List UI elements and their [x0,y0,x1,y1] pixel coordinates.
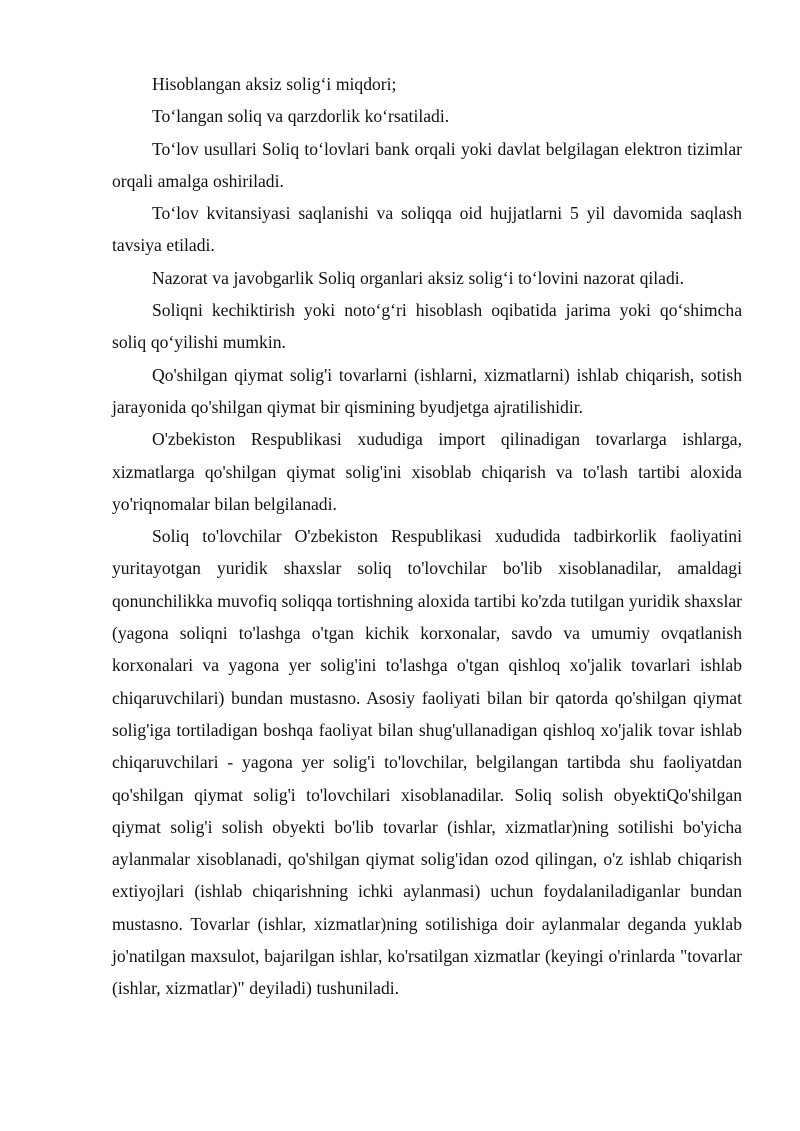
paragraph-taxpayers: Soliq to'lovchilar O'zbekiston Respublikasi xududida tadbirkorlik faoliyatini yuritayotgan yuridik shaxslar soliq to'lovchilar bo'lib xisoblanadilar, amaldagi qonunchilikka muvofiq soliqqa tortishning aloxida tartibi ko'zda tutilgan yuridik shaxslar (yagona soliqni to'lashga o'tgan kichik korxonalar, savdo va umumiy ovqatlanish korxonalari va yagona yer solig'ini to'lashga o'tgan qishloq xo'jalik tovarlari ishlab chiqaruvchilari) bundan mustasno. Asosiy faoliyati bilan bir qatorda qo'shilgan qiymat solig'iga tortiladigan boshqa faoliyat bilan shug'ullanadigan qishloq xo'jalik tovar ishlab chiqaruvchilari - yagona yer solig'i to'lovchilar, belgilangan tartibda shu faoliyatdan qo'shilgan qiymat solig'i to'lovchilari xisoblanadilar. Soliq solish obyektiQo'shilgan qiymat solig'i solish obyekti bo'lib tovarlar (ishlar, xizmatlar)ning sotilishi bo'yicha aylanmalar xisoblanadi, qo'shilgan qiymat solig'idan ozod qilingan, o'z ishlab chiqarish extiyojlari (ishlab chiqarishning ichki aylanmasi) uchun foydalaniladiganlar bundan mustasno. Tovarlar (ishlar, xizmatlar)ning sotilishiga doir aylanmalar deganda yuklab jo'natilgan maxsulot, bajarilgan ishlar, ko'rsatilgan xizmatlar (keyingi o'rinlarda "tovarlar (ishlar, xizmatlar)" deyiladi) tushuniladi. [112,526,742,999]
paragraph-aksiz-amount: Hisoblangan aksiz solig‘i miqdori; [152,74,397,94]
document-body [112,68,742,1005]
paragraph-import-vat: O'zbekiston Respublikasi xududiga import qilinadigan tovarlarga ishlarga, xizmatlarga qo'shilgan qiymat solig'ini xisoblab chiqarish va to'lash tartibi aloxida yo'riqnomalar bilan belgilanadi. [112,429,742,514]
paragraph-vat-definition: Qo'shilgan qiymat solig'i tovarlarni (ishlarni, xizmatlarni) ishlab chiqarish, sotish jarayonida qo'shilgan qiymat bir qismining byudjetga ajratilishidir. [112,364,742,417]
paragraph-payment-methods: To‘lov usullari Soliq to‘lovlari bank orqali yoki davlat belgilagan elektron tizimlar orqali amalga oshiriladi. [112,138,742,191]
paragraph-penalty: Soliqni kechiktirish yoki noto‘g‘ri hisoblash oqibatida jarima yoki qo‘shimcha soliq qo‘yilishi mumkin. [112,300,742,353]
paragraph-receipt-storage: To‘lov kvitansiyasi saqlanishi va soliqqa oid hujjatlarni 5 yil davomida saqlash tavsiya etiladi. [112,203,742,256]
paragraph-paid-tax: To‘langan soliq va qarzdorlik ko‘rsatiladi. [152,106,450,127]
paragraph-control: Nazorat va javobgarlik Soliq organlari aksiz solig‘i to‘lovini nazorat qiladi. [152,267,685,288]
